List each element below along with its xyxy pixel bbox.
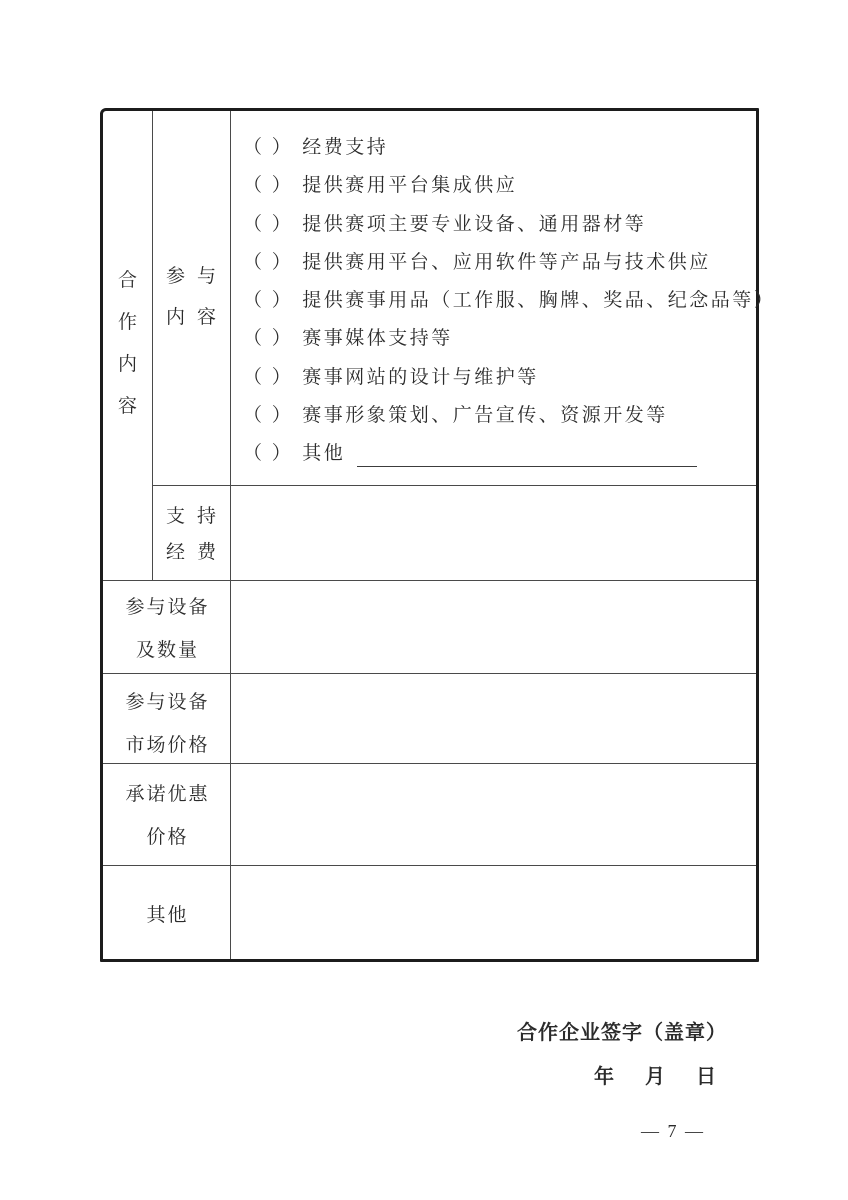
option-row bbox=[243, 167, 748, 205]
option-row bbox=[243, 359, 748, 397]
option-label: 提供赛用平台、应用软件等产品与技术供应 bbox=[302, 251, 711, 273]
equipment-market-price-value-cell bbox=[230, 673, 756, 763]
row-label-line: 参与设备 bbox=[125, 692, 210, 713]
cooperation-label-char: 内 bbox=[117, 354, 137, 375]
participation-options-list bbox=[243, 129, 776, 474]
option-row bbox=[243, 435, 748, 473]
row-label-line: 参与设备 bbox=[125, 597, 210, 618]
checkbox-mark: （ ） bbox=[243, 251, 294, 273]
checkbox-mark: （ ） bbox=[243, 175, 294, 197]
page-number: — 7 — bbox=[641, 1121, 705, 1141]
date-day-label: 日 bbox=[696, 1066, 716, 1088]
checkbox-mark: （ ） bbox=[243, 366, 294, 388]
option-label: 经费支持 bbox=[302, 137, 389, 158]
date-year-label: 年 bbox=[594, 1066, 614, 1088]
option-label: 其他 bbox=[302, 443, 346, 465]
participation-content-label bbox=[152, 256, 230, 338]
row-label-equipment-market-price bbox=[103, 681, 230, 767]
cooperation-table bbox=[100, 108, 776, 962]
row-label-line: 价格 bbox=[146, 827, 189, 848]
option-row bbox=[243, 282, 776, 320]
support-fund-label-line: 经费 bbox=[165, 542, 228, 563]
checkbox-mark: （ ） bbox=[243, 213, 294, 235]
date-month-label: 月 bbox=[645, 1066, 665, 1088]
option-label: 提供赛事用品（工作服、胸牌、奖品、纪念品等） bbox=[302, 290, 776, 312]
option-label: 赛事网站的设计与维护等 bbox=[302, 366, 539, 388]
signature-line: 合作企业签字（盖章） bbox=[517, 1022, 727, 1044]
checkbox-mark: （ ） bbox=[243, 290, 294, 312]
participation-label-line: 内容 bbox=[165, 307, 228, 328]
checkbox-mark: （ ） bbox=[243, 328, 294, 350]
option-label: 提供赛用平台集成供应 bbox=[302, 175, 518, 197]
checkbox-mark: （ ） bbox=[243, 405, 294, 427]
checkbox-mark: （ ） bbox=[243, 443, 294, 465]
row-label-equipment-quantity bbox=[103, 586, 230, 672]
option-row bbox=[243, 320, 748, 358]
option-label: 提供赛项主要专业设备、通用器材等 bbox=[302, 213, 647, 235]
row-label-line: 其他 bbox=[146, 905, 189, 926]
row-label-line: 承诺优惠 bbox=[125, 784, 210, 805]
other-option-fill-line bbox=[357, 466, 697, 467]
cooperation-label-char: 合 bbox=[117, 270, 137, 291]
option-label: 赛事形象策划、广告宣传、资源开发等 bbox=[302, 405, 668, 427]
checkbox-mark: （ ） bbox=[243, 137, 294, 158]
support-fund-label bbox=[152, 499, 230, 571]
other-value-cell bbox=[230, 865, 756, 959]
participation-label-line: 参与 bbox=[165, 266, 228, 287]
option-row bbox=[243, 397, 748, 435]
option-row bbox=[243, 129, 748, 167]
promised-discount-price-value-cell bbox=[230, 763, 756, 865]
option-label: 赛事媒体支持等 bbox=[302, 328, 453, 350]
row-label-promised-discount-price bbox=[103, 773, 230, 859]
option-row bbox=[243, 206, 748, 244]
row-label-line: 市场价格 bbox=[125, 735, 210, 756]
support-fund-value-cell bbox=[230, 485, 756, 580]
equipment-quantity-value-cell bbox=[230, 580, 756, 673]
row-label-line: 及数量 bbox=[135, 640, 199, 661]
cooperation-label-char: 作 bbox=[117, 312, 137, 333]
cooperation-label-char: 容 bbox=[117, 396, 137, 417]
cooperation-content-label bbox=[103, 260, 152, 428]
option-row bbox=[243, 244, 748, 282]
row-label-other bbox=[103, 894, 230, 937]
date-line bbox=[594, 1060, 716, 1089]
support-fund-label-line: 支持 bbox=[165, 506, 228, 527]
